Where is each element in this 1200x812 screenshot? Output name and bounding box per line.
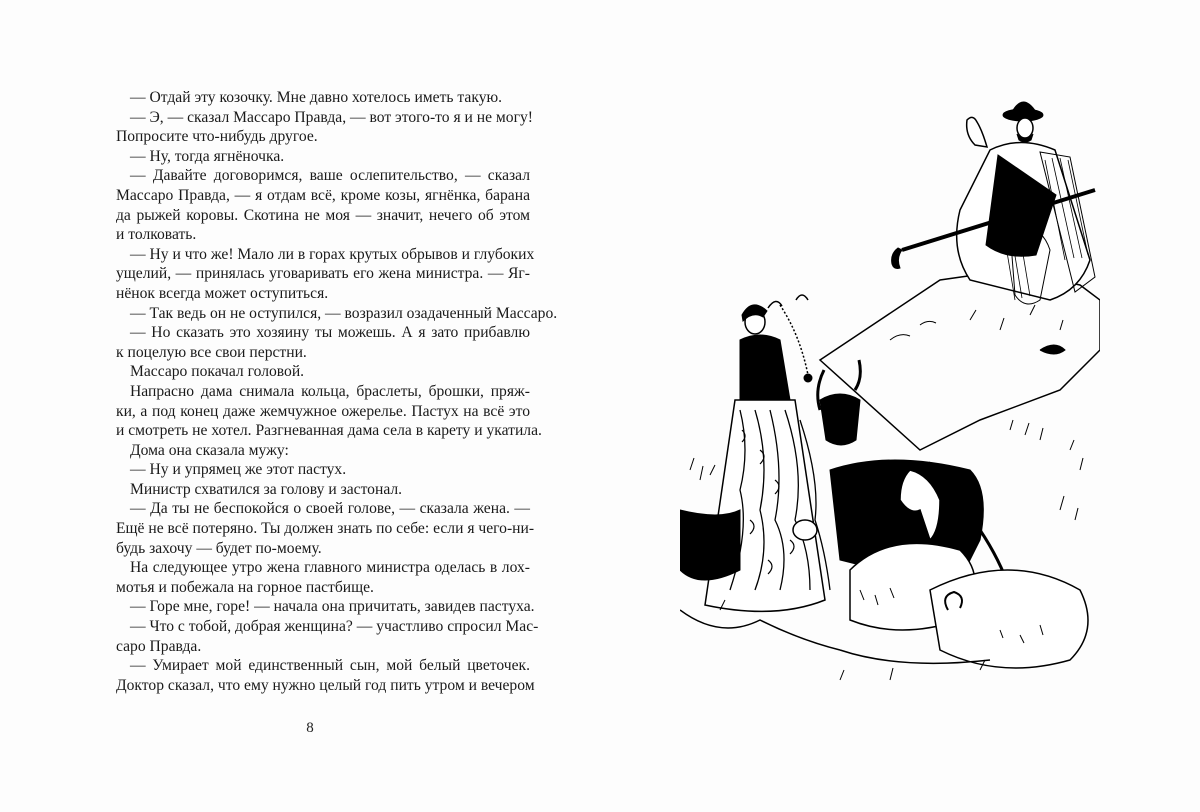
text-line: — Горе мне, горе! — начала она причитать, завидев пастуха. [130, 598, 535, 616]
illustration-shepherd-and-lady [680, 90, 1100, 690]
text-line: и смотреть не хотел. Разгневанная дама села в карету и укатила. [116, 422, 542, 440]
text-line: Доктор сказал, что ему нужно целый год пить утром и вечером [116, 676, 535, 694]
text-line: — Ну и упрямец же этот пастух. [130, 461, 347, 479]
text-line: — Что с тобой, добрая женщина? — участливо спросил Мас- [130, 618, 539, 636]
text-line: — Отдай эту козочку. Мне давно хотелось иметь такую. [130, 89, 503, 106]
text-line: — Но сказать это хозяину ты можешь. А я зато прибавлю [130, 324, 530, 342]
page-number: 8 [306, 720, 314, 736]
text-line: к поцелую все свои перстни. [116, 343, 307, 361]
text-line: Попросите что-нибудь другое. [116, 128, 318, 146]
text-line: да рыжей коровы. Скотина не моя — значит, нечего об этом [116, 206, 530, 224]
text-line: — Умирает мой единственный сын, мой белый цветочек. [130, 657, 530, 675]
text-line: Массаро Правда, — я отдам всё, кроме козы, ягнёнка, барана [116, 186, 530, 204]
text-line: ущелий, — принялась уговаривать его жена министра. — Яг- [116, 265, 530, 283]
text-line: нёнок всегда может оступиться. [116, 284, 329, 302]
text-line: Напрасно дама снимала кольца, браслеты, брошки, пряж- [130, 382, 530, 400]
text-line: — Так ведь он не оступился, — возразил озадаченный Массаро. [130, 304, 558, 322]
text-line: будь захочу — будет по-моему. [116, 539, 322, 557]
text-line: Ещё не всё потеряно. Ты должен знать по себе: если я чего-ни- [116, 520, 535, 538]
text-line: ки, а под конец даже жемчужное ожерелье. Пастух на всё это [116, 402, 530, 420]
text-line: — Да ты не беспокойся о своей голове, — сказала жена. — [130, 500, 530, 518]
text-line: Массаро покачал головой. [130, 363, 305, 381]
text-line: — Ну, тогда ягнёночка. [130, 147, 285, 165]
text-line: саро Правда. [116, 637, 202, 655]
text-line: мотья и побежала на горное пастбище. [116, 578, 374, 596]
text-line: На следующее утро жена главного министра оделась в лох- [130, 559, 530, 577]
text-line: Министр схватился за голову и застонал. [130, 480, 403, 498]
text-line: Дома она сказала мужу: [130, 441, 289, 459]
text-line: — Давайте договоримся, ваше ослепительство, — сказал [130, 167, 530, 185]
text-line: — Ну и что же! Мало ли в горах крутых обрывов и глубоких [130, 245, 535, 263]
page-text [116, 88, 558, 695]
text-line: и толковать. [116, 226, 197, 244]
illustration-drawing [680, 90, 1100, 690]
text-line: — Э, — сказал Массаро Правда, — вот этого-то я и не могу! [130, 108, 533, 126]
